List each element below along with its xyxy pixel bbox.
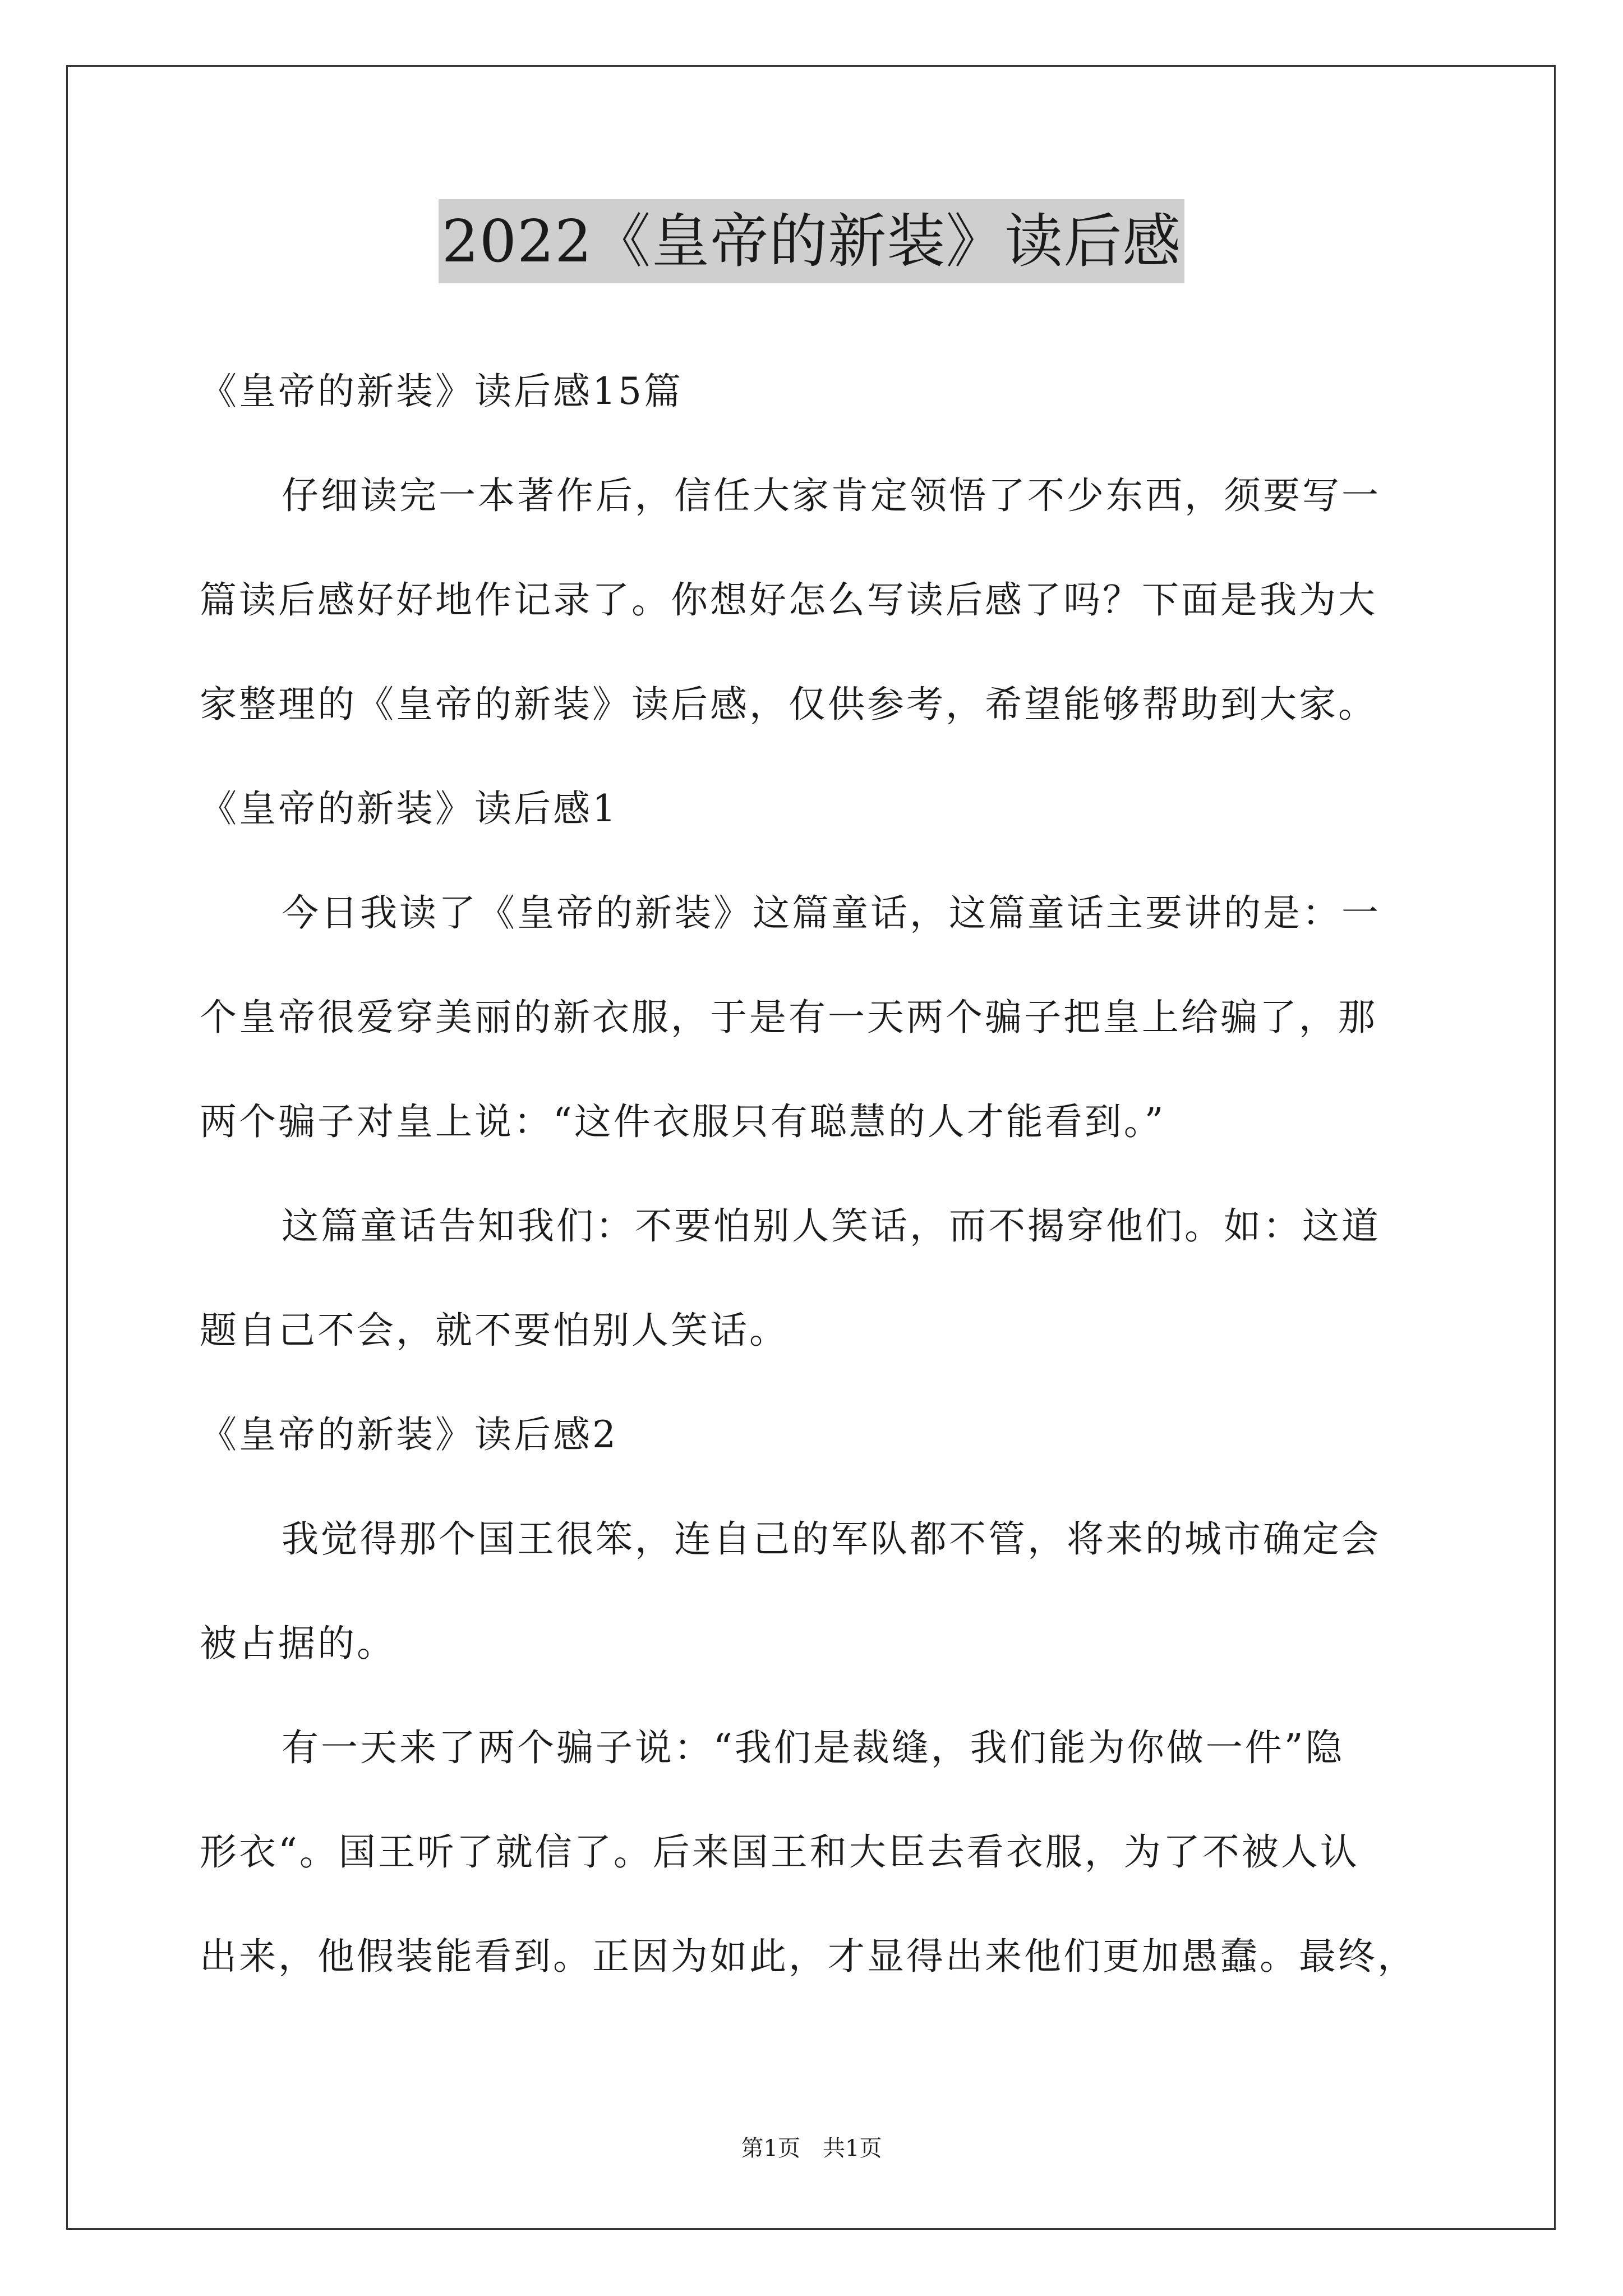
- document-title: 2022《皇帝的新装》读后感: [439, 199, 1185, 283]
- document-body: [200, 339, 1445, 2009]
- text-line: 我觉得那个国王很笨，连自己的军队都不管，将来的城市确定会: [282, 1517, 1381, 1561]
- page-footer: 第1页 共1页: [741, 2136, 882, 2161]
- text-line: 《皇帝的新装》读后感2: [200, 1413, 618, 1456]
- text-line: 被占据的。: [200, 1622, 396, 1665]
- text-line: 篇读后感好好地作记录了。你想好怎么写读后感了吗？下面是我为大: [200, 578, 1377, 622]
- text-line: 《皇帝的新装》读后感15篇: [200, 370, 683, 413]
- text-line: 这篇童话告知我们：不要怕别人笑话，而不揭穿他们。如：这道: [282, 1204, 1381, 1248]
- text-line: 仔细读完一本著作后，信任大家肯定领悟了不少东西，须要写一: [282, 474, 1381, 517]
- text-line: 《皇帝的新装》读后感1: [200, 787, 618, 830]
- text-line: 形衣“。国王听了就信了。后来国王和大臣去看衣服，为了不被人认: [200, 1830, 1359, 1874]
- text-line: 出来，他假装能看到。正因为如此，才显得出来他们更加愚蠢。最终，: [200, 1935, 1417, 1978]
- text-line: 有一天来了两个骗子说：“我们是裁缝，我们能为你做一件”隐: [282, 1726, 1345, 1769]
- text-line: 家整理的《皇帝的新装》读后感，仅供参考，希望能够帮助到大家。: [200, 683, 1377, 726]
- title-container: [0, 199, 1623, 283]
- text-line: 今日我读了《皇帝的新装》这篇童话，这篇童话主要讲的是：一: [282, 891, 1381, 935]
- text-line: 两个骗子对皇上说：“这件衣服只有聪慧的人才能看到。”: [200, 1100, 1166, 1143]
- text-line: 个皇帝很爱穿美丽的新衣服，于是有一天两个骗子把皇上给骗了，那: [200, 996, 1377, 1039]
- text-line: 题自己不会，就不要怕别人笑话。: [200, 1309, 789, 1352]
